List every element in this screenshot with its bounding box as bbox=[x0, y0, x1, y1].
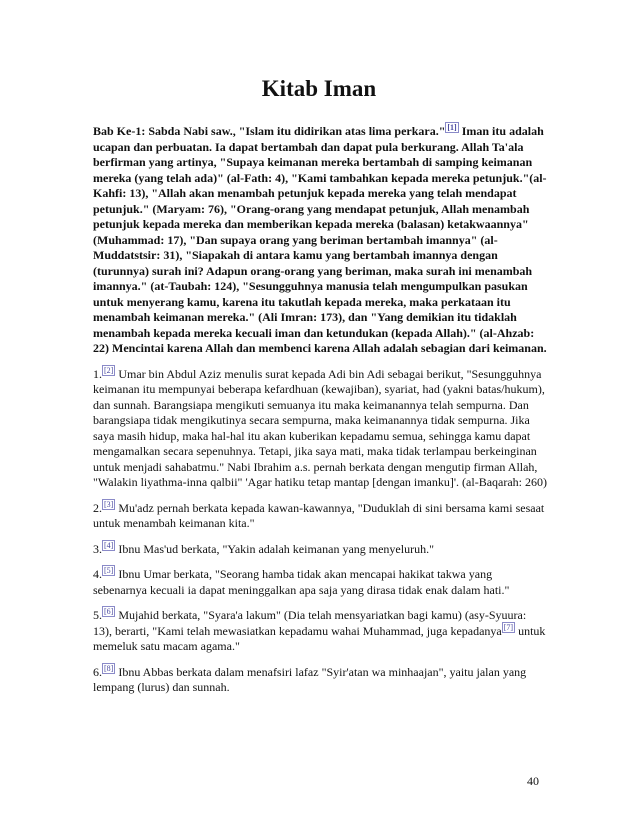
content-body bbox=[93, 124, 548, 706]
item-text: Ibnu Abbas berkata dalam menafsiri lafaz "Syir'atan wa minhaajan", yaitu jalan yang lempang (lurus) dan sunnah. bbox=[93, 664, 527, 694]
item-number: 4. bbox=[93, 567, 102, 581]
item-number: 6. bbox=[93, 664, 102, 679]
footnote-link[interactable]: [2] bbox=[104, 365, 114, 375]
list-item bbox=[93, 608, 548, 655]
intro-text-start: Bab Ke-1: Sabda Nabi saw., "Islam itu didirikan atas lima perkara." bbox=[93, 124, 446, 138]
list-item bbox=[93, 367, 548, 491]
item-number: 3. bbox=[93, 541, 102, 556]
page-number: 40 bbox=[527, 774, 539, 788]
intro-paragraph bbox=[93, 124, 548, 357]
item-number: 1. bbox=[93, 366, 102, 381]
item-number: 5. bbox=[93, 608, 102, 622]
footnote-link[interactable]: [5] bbox=[104, 566, 114, 575]
page-title: Kitab Iman bbox=[261, 76, 377, 101]
item-text: Umar bin Abdul Aziz menulis surat kepada Adi bin Adi sebagai berikut, "Sesungguhnya keimanan itu mempunyai beberapa kefardhuan (kewajiban), syariat, had (yakni batas/hukum), dan sunnah. Barangsiapa mengikuti semuanya itu maka keimanannya telah sempurna. Dan barangsiapa tidak mengikutinya secara sempurna, maka keimanannya tidak sempurna. Jika saya masih hidup, maka hal-hal itu akan kuberikan kepadamu semua, sehingga kamu dapat mengamalkan secara sepenuhnya. Tetapi, jika saya mati, maka tidak terlampau berkeinginan untuk menjadi sahabatmu." Nabi Ibrahim a.s. pernah berkata dengan mengutip firman Allah, "Walakin liyathma-inna qalbii" 'Agar hatiku tetap mantap [dengan imanku]'. (al-Baqarah: 260) bbox=[93, 366, 548, 489]
footnote-link[interactable]: [7] bbox=[503, 622, 514, 632]
list-item bbox=[93, 567, 548, 598]
footnote-link[interactable]: [4] bbox=[104, 540, 114, 550]
footnote-link[interactable]: [8] bbox=[104, 663, 114, 673]
item-text: Mujahid berkata, "Syara'a lakum" (Dia telah mensyariatkan bagi kamu) (asy-Syuura: 13), berarti, "Kami telah mewasiatkan kepadamu wahai Muhammad, juga kepadanya bbox=[93, 608, 527, 638]
item-text: Mu'adz pernah berkata kepada kawan-kawannya, "Duduklah di sini bersama kami sesaat untuk menambah keimanan kita." bbox=[93, 500, 545, 530]
item-text: Ibnu Mas'ud berkata, "Yakin adalah keimanan yang menyeluruh." bbox=[115, 541, 434, 556]
item-text: Ibnu Umar berkata, "Seorang hamba tidak akan mencapai hakikat takwa yang sebenarnya kecuali ia dapat meninggalkan apa saja yang dirasa tidak enak dalam hati." bbox=[93, 567, 510, 597]
footnote-link[interactable]: [1] bbox=[447, 123, 457, 132]
intro-text-rest: Iman itu adalah ucapan dan perbuatan. Ia dapat bertambah dan dapat pula berkurang. Allah Ta'ala berfirman yang artinya, "Supaya keimanan mereka bertambah di samping keimanan mereka (yang telah ada)" (al-Fath: 4), "Kami tambahkan kepada mereka petunjuk."(al-Kahfi: 13), "Allah akan menambah petunjuk kepada mereka yang telah mendapat petunjuk." (Maryam: 76), "Orang-orang yang mendapat petunjuk, Allah menambah petunjuk kepada mereka dan memberikan kepada mereka (balasan) ketakwaannya" (Muhammad: 17), "Dan supaya orang yang beriman bertambah imannya" (al-Muddatstsir: 31), "Siapakah di antara kamu yang bertambah imannya dengan (turunnya) surah ini? Adapun orang-orang yang beriman, maka surah ini menambah imannya." (at-Taubah: 124), "Sesungguhnya manusia telah mengumpulkan pasukan untuk menyerang kamu, karena itu takutlah kepada mereka, maka perkataan itu menambah keimanan mereka." (Ali Imran: 173), dan "Yang demikian itu tidaklah menambah kepada mereka kecuali iman dan ketundukan (kepada Allah)." (al-Ahzab: 22) Mencintai karena Allah dan membenci karena Allah adalah sebagian dari keimanan. bbox=[93, 124, 547, 355]
footnote-link[interactable]: [6] bbox=[104, 607, 114, 616]
item-text-continued: untuk memeluk satu macam agama." bbox=[93, 623, 546, 653]
list-item bbox=[93, 542, 548, 558]
list-item bbox=[93, 665, 548, 696]
list-item bbox=[93, 501, 548, 532]
item-number: 2. bbox=[93, 500, 102, 515]
footnote-link[interactable]: [3] bbox=[104, 499, 114, 509]
